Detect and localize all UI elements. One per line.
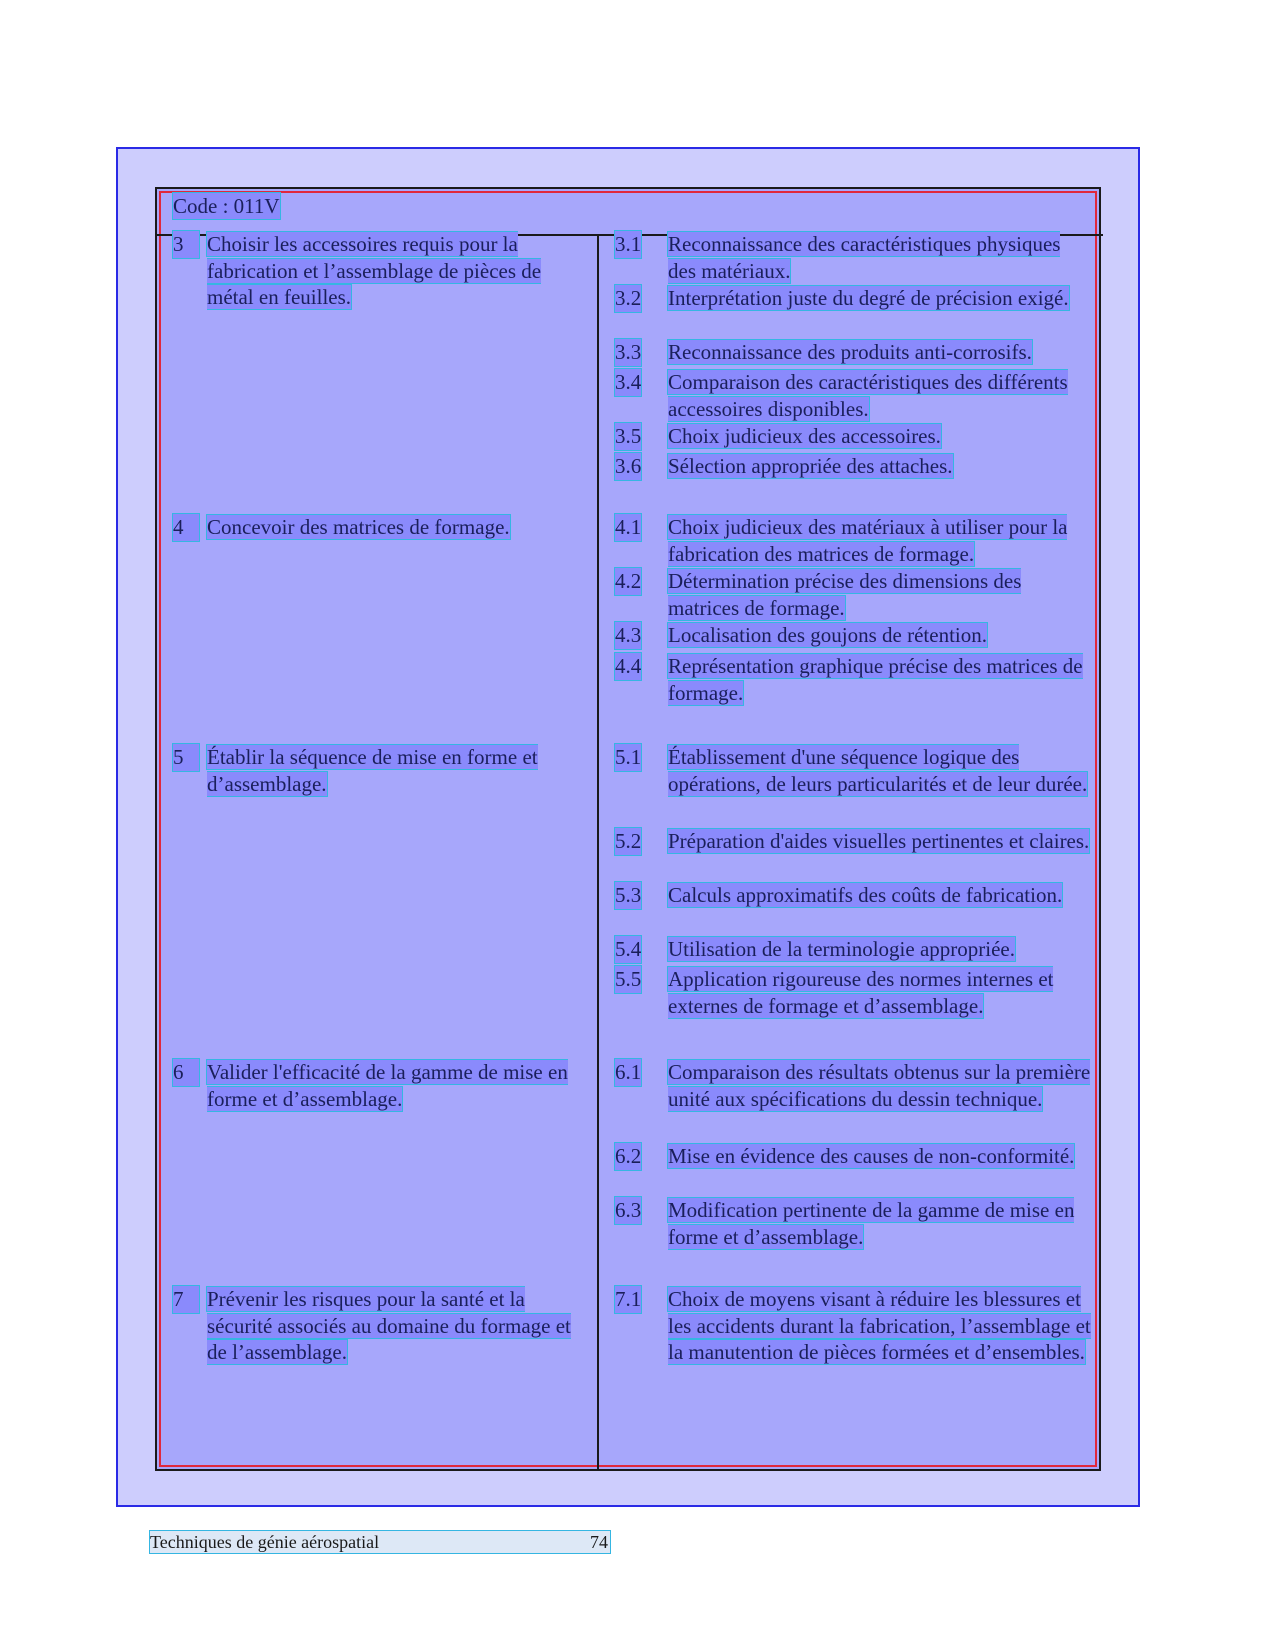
criterion-text: Interprétation juste du degré de précision exigé.	[668, 286, 1069, 310]
criterion-6-2	[615, 1143, 1095, 1170]
criterion-number: 4.1	[615, 515, 642, 539]
competency-text: Valider l'efficacité de la gamme de mise en forme et d’assemblage.	[207, 1060, 568, 1111]
competency-3	[173, 231, 593, 311]
competency-number: 3	[173, 231, 199, 258]
criterion-text: Comparaison des caractéristiques des différents accessoires disponibles.	[668, 370, 1068, 421]
competency-number: 6	[173, 1059, 199, 1086]
criterion-text: Sélection appropriée des attaches.	[668, 454, 953, 478]
criterion-text: Choix judicieux des accessoires.	[668, 424, 941, 448]
criterion-text: Détermination précise des dimensions des matrices de formage.	[668, 569, 1022, 620]
criterion-text: Utilisation de la terminologie appropriée.	[668, 937, 1015, 961]
criterion-text: Reconnaissance des produits anti-corrosifs.	[668, 340, 1032, 364]
criterion-4-4	[615, 653, 1095, 706]
criterion-number: 5.1	[615, 745, 642, 769]
criterion-text: Reconnaissance des caractéristiques physiques des matériaux.	[668, 232, 1061, 283]
competency-text: Concevoir des matrices de formage.	[207, 515, 510, 539]
criterion-3-6	[615, 453, 1095, 480]
criterion-text: Application rigoureuse des normes internes et externes de formage et d’assemblage.	[668, 967, 1054, 1018]
criterion-number: 7.1	[615, 1287, 642, 1311]
criterion-3-3	[615, 339, 1095, 366]
criterion-text: Localisation des goujons de rétention.	[668, 623, 988, 647]
criterion-5-5	[615, 966, 1095, 1019]
criterion-number: 5.5	[615, 967, 642, 991]
criterion-7-1	[615, 1286, 1095, 1366]
competency-7	[173, 1286, 593, 1366]
criterion-4-1	[615, 514, 1095, 567]
criterion-text: Représentation graphique précise des matrices de formage.	[668, 654, 1083, 705]
competency-text: Prévenir les risques pour la santé et la sécurité associés au domaine du formage et de l’assemblage.	[207, 1287, 571, 1364]
competency-6	[173, 1059, 593, 1112]
criterion-3-4	[615, 369, 1095, 422]
criterion-number: 4.3	[615, 623, 642, 647]
criterion-text: Mise en évidence des causes de non-conformité.	[668, 1144, 1075, 1168]
competency-4	[173, 514, 593, 541]
criterion-number: 5.2	[615, 829, 642, 853]
competency-number: 4	[173, 514, 199, 541]
criterion-4-3	[615, 622, 1095, 649]
competency-number: 5	[173, 744, 199, 771]
criterion-6-1	[615, 1059, 1095, 1112]
criterion-number: 5.3	[615, 883, 642, 907]
criterion-5-1	[615, 744, 1095, 797]
criterion-text: Comparaison des résultats obtenus sur la première unité aux spécifications du dessin technique.	[668, 1060, 1091, 1111]
column-divider	[597, 236, 599, 1470]
course-code: Code : 011V	[173, 194, 280, 218]
criterion-text: Modification pertinente de la gamme de mise en forme et d’assemblage.	[668, 1198, 1075, 1249]
criterion-6-3	[615, 1197, 1095, 1250]
criterion-number: 3.6	[615, 454, 642, 478]
criterion-number: 4.2	[615, 569, 642, 593]
criterion-5-3	[615, 882, 1095, 909]
criterion-number: 6.2	[615, 1144, 642, 1168]
competency-text: Choisir les accessoires requis pour la fabrication et l’assemblage de pièces de métal en feuilles.	[207, 232, 542, 309]
criterion-number: 6.1	[615, 1060, 642, 1084]
competency-text: Établir la séquence de mise en forme et d’assemblage.	[207, 745, 538, 796]
criterion-3-2	[615, 285, 1095, 312]
criterion-number: 3.3	[615, 340, 642, 364]
criterion-3-1	[615, 231, 1095, 284]
criterion-3-5	[615, 423, 1095, 450]
criterion-5-2	[615, 828, 1095, 855]
page-number: 74	[590, 1532, 608, 1552]
criterion-number: 3.5	[615, 424, 642, 448]
criterion-text: Choix judicieux des matériaux à utiliser pour la fabrication des matrices de formage.	[668, 515, 1068, 566]
criterion-5-4	[615, 936, 1095, 963]
competency-5	[173, 744, 593, 797]
criterion-text: Établissement d'une séquence logique des opérations, de leurs particularités et de leur durée.	[668, 745, 1088, 796]
criterion-number: 6.3	[615, 1198, 642, 1222]
criterion-text: Calculs approximatifs des coûts de fabrication.	[668, 883, 1063, 907]
competency-number: 7	[173, 1286, 199, 1313]
criterion-text: Préparation d'aides visuelles pertinentes et claires.	[668, 829, 1090, 853]
criterion-number: 3.4	[615, 370, 642, 394]
criterion-number: 3.1	[615, 232, 642, 256]
criterion-number: 5.4	[615, 937, 642, 961]
footer-title: Techniques de génie aérospatial	[150, 1532, 380, 1552]
criterion-number: 3.2	[615, 286, 642, 310]
page-footer	[150, 1531, 610, 1553]
criterion-4-2	[615, 568, 1095, 621]
criterion-text: Choix de moyens visant à réduire les blessures et les accidents durant la fabrication, l’assemblage et la manutention de pièces formées et d’ensembles.	[668, 1287, 1091, 1364]
criterion-number: 4.4	[615, 654, 642, 678]
